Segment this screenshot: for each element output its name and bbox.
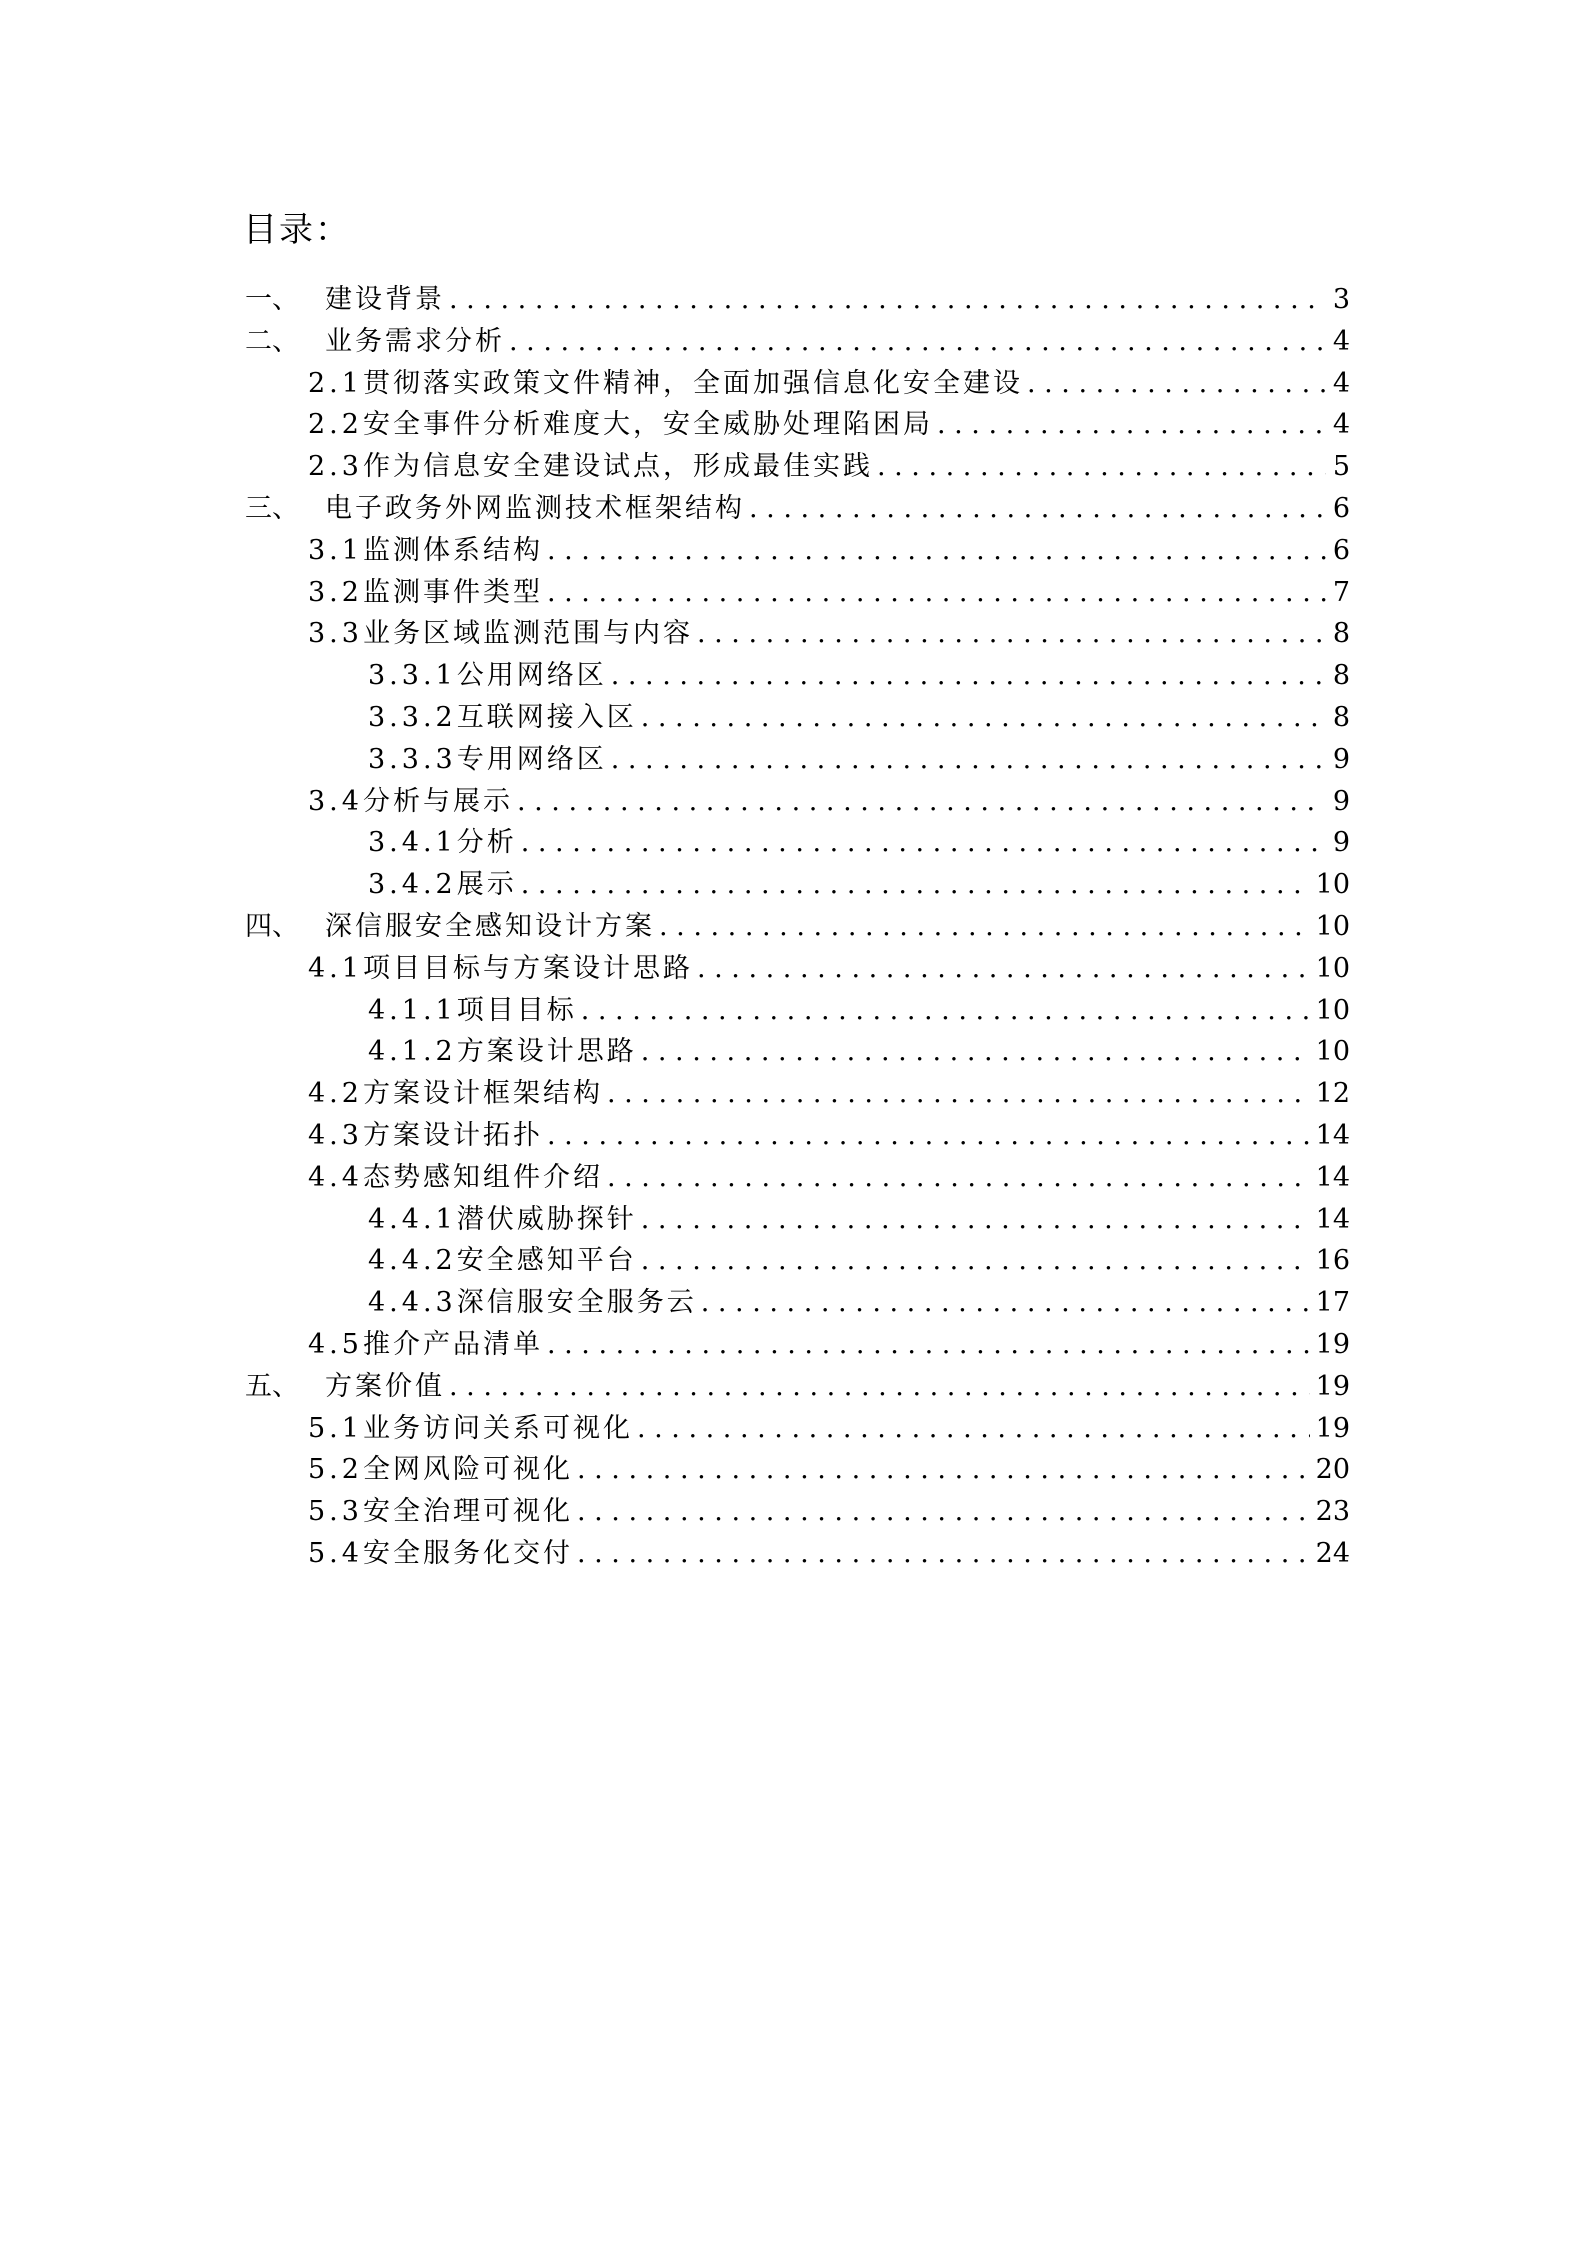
toc-entry-page-number: 20 [1315, 1454, 1350, 1486]
toc-entry[interactable] [245, 321, 1350, 363]
toc-entry-number: 五、 [245, 1370, 299, 1402]
toc-entry-number: 2.3 [308, 451, 363, 483]
toc-entry-page-number: 24 [1315, 1537, 1350, 1569]
toc-dot-leader [637, 1408, 1310, 1450]
toc-entry-number: 4.1.1 [368, 994, 457, 1026]
toc-entry-label: 深信服安全感知设计方案 [325, 910, 655, 942]
toc-entry-label: 专用网络区 [456, 743, 607, 775]
toc-entry[interactable] [245, 1115, 1350, 1157]
toc-entry-number: 4.4.1 [368, 1203, 457, 1235]
toc-entry-number: 3.4.1 [368, 827, 457, 859]
toc-entry-label: 建设背景 [325, 284, 445, 315]
toc-entry-label: 推介产品清单 [362, 1328, 543, 1360]
toc-entry-label: 公用网络区 [456, 660, 607, 692]
toc-dot-leader [449, 1366, 1310, 1408]
toc-dot-leader [749, 488, 1326, 530]
toc-entry[interactable] [245, 446, 1350, 488]
toc-entry[interactable] [245, 864, 1350, 906]
toc-entry[interactable] [245, 1199, 1350, 1241]
toc-entry-number: 5.4 [308, 1537, 363, 1569]
toc-dot-leader [577, 1533, 1310, 1575]
toc-entry-number: 3.3.1 [368, 660, 457, 692]
toc-entry-number: 5.3 [308, 1496, 363, 1528]
toc-entry-page-number: 19 [1315, 1412, 1350, 1444]
toc-entry-number: 二、 [245, 325, 299, 357]
toc-entry-page-number: 19 [1315, 1370, 1350, 1402]
toc-entry-label: 方案设计框架结构 [362, 1078, 603, 1110]
toc-entry-number: 3.4 [308, 785, 363, 817]
toc-entry[interactable] [245, 488, 1350, 530]
toc-dot-leader [581, 990, 1310, 1032]
toc-entry-number: 3.3 [308, 618, 363, 650]
toc-entry-page-number: 4 [1332, 367, 1350, 399]
toc-entry[interactable] [245, 404, 1350, 446]
toc-entry-label: 分析与展示 [362, 785, 513, 817]
toc-entry-number: 3.1 [308, 534, 363, 566]
toc-entry[interactable] [245, 822, 1350, 864]
toc-entry-page-number: 10 [1315, 869, 1350, 901]
toc-entry-label: 监测事件类型 [362, 576, 543, 608]
toc-entry-label: 安全事件分析难度大，安全威胁处理陷困局 [362, 409, 933, 441]
toc-dot-leader [611, 739, 1326, 781]
toc-entry[interactable] [245, 1031, 1350, 1073]
toc-entry-number: 4.2 [308, 1078, 363, 1110]
toc-entry-label: 安全服务化交付 [362, 1537, 573, 1569]
toc-entry-label: 互联网接入区 [456, 701, 637, 733]
toc-entry-label: 潜伏威胁探针 [456, 1203, 637, 1235]
toc-dot-leader [577, 1491, 1310, 1533]
toc-dot-leader [517, 781, 1326, 823]
toc-entry-page-number: 5 [1332, 451, 1350, 483]
toc-entry-page-number: 4 [1332, 325, 1350, 357]
toc-entry[interactable] [245, 1533, 1350, 1575]
toc-entry-label: 深信服安全服务云 [456, 1287, 697, 1319]
toc-entry-number: 4.4 [308, 1161, 363, 1193]
toc-entry[interactable] [245, 1324, 1350, 1366]
toc-entry[interactable] [245, 1073, 1350, 1115]
toc-entry-page-number: 3 [1332, 284, 1350, 315]
toc-entry-page-number: 6 [1332, 534, 1350, 566]
toc-entry-page-number: 16 [1315, 1245, 1350, 1277]
toc-entry-page-number: 10 [1315, 1036, 1350, 1068]
toc-entry[interactable] [245, 1157, 1350, 1199]
toc-entry-number: 3.3.3 [368, 743, 457, 775]
toc-entry-page-number: 9 [1332, 827, 1350, 859]
toc-entry-number: 5.2 [308, 1454, 363, 1486]
toc-dot-leader [521, 822, 1326, 864]
toc-entry[interactable] [245, 572, 1350, 614]
toc-entry-number: 5.1 [308, 1412, 363, 1444]
toc-dot-leader [547, 530, 1326, 572]
toc-entry-label: 方案设计拓扑 [362, 1119, 543, 1151]
toc-entry-number: 3.4.2 [368, 869, 457, 901]
toc-entry-page-number: 10 [1315, 910, 1350, 942]
toc-entry-number: 一、 [245, 284, 299, 315]
toc-entry-label: 分析 [456, 827, 517, 859]
toc-entry-label: 方案价值 [325, 1370, 445, 1402]
toc-entry[interactable] [245, 1491, 1350, 1533]
toc-entry-label: 全网风险可视化 [362, 1454, 573, 1486]
toc-dot-leader [449, 279, 1326, 321]
toc-dot-leader [641, 1031, 1310, 1073]
toc-entry-page-number: 8 [1332, 660, 1350, 692]
toc-entry-label: 方案设计思路 [456, 1036, 637, 1068]
toc-dot-leader [701, 1282, 1310, 1324]
toc-entry-number: 四、 [245, 910, 299, 942]
toc-entry-label: 态势感知组件介绍 [362, 1161, 603, 1193]
toc-entry-label: 安全治理可视化 [362, 1496, 573, 1528]
toc-entry-page-number: 14 [1315, 1161, 1350, 1193]
toc-entry-page-number: 9 [1332, 743, 1350, 775]
toc-entry[interactable] [245, 1449, 1350, 1491]
toc-entry-number: 2.1 [308, 367, 363, 399]
toc-dot-leader [607, 1073, 1310, 1115]
toc-entry-label: 项目目标与方案设计思路 [362, 952, 693, 984]
toc-entry-number: 3.2 [308, 576, 363, 608]
toc-entry-number: 4.4.2 [368, 1245, 457, 1277]
toc-entry[interactable] [245, 655, 1350, 697]
toc-dot-leader [509, 321, 1326, 363]
toc-entry-page-number: 6 [1332, 492, 1350, 524]
toc-entry-label: 业务访问关系可视化 [362, 1412, 633, 1444]
toc-entry-number: 2.2 [308, 409, 363, 441]
toc-entry-number: 3.3.2 [368, 701, 457, 733]
toc-entry-page-number: 8 [1332, 618, 1350, 650]
toc-entry-label: 作为信息安全建设试点，形成最佳实践 [362, 451, 873, 483]
toc-entry-number: 4.1.2 [368, 1036, 457, 1068]
toc-dot-leader [1027, 363, 1326, 405]
toc-dot-leader [937, 404, 1326, 446]
toc-entry-page-number: 23 [1315, 1496, 1350, 1528]
toc-entry[interactable] [245, 1366, 1350, 1408]
toc-entry-label: 展示 [456, 869, 517, 901]
toc-entry[interactable] [245, 1240, 1350, 1282]
toc-entry-label: 贯彻落实政策文件精神，全面加强信息化安全建设 [362, 367, 1023, 399]
toc-dot-leader [641, 697, 1326, 739]
toc-entry-number: 4.4.3 [368, 1287, 457, 1319]
toc-entry[interactable] [245, 613, 1350, 655]
toc-entry-number: 4.3 [308, 1119, 363, 1151]
toc-dot-leader [659, 906, 1310, 948]
toc-entry-page-number: 10 [1315, 952, 1350, 984]
toc-dot-leader [697, 948, 1310, 990]
toc-entry-page-number: 4 [1332, 409, 1350, 441]
table-of-contents [245, 279, 1350, 1575]
toc-entry-number: 4.5 [308, 1328, 363, 1360]
toc-entry-number: 三、 [245, 492, 299, 524]
toc-entry-number: 4.1 [308, 952, 363, 984]
toc-entry[interactable] [245, 906, 1350, 948]
toc-entry[interactable] [245, 363, 1350, 405]
toc-dot-leader [521, 864, 1310, 906]
toc-dot-leader [697, 613, 1326, 655]
toc-title: 目录： [243, 210, 351, 250]
toc-entry-page-number: 7 [1332, 576, 1350, 608]
toc-entry-page-number: 8 [1332, 701, 1350, 733]
toc-entry[interactable] [245, 1408, 1350, 1450]
toc-entry-label: 监测体系结构 [362, 534, 543, 566]
toc-entry-page-number: 9 [1332, 785, 1350, 817]
toc-entry-label: 业务需求分析 [325, 325, 505, 357]
toc-entry-label: 电子政务外网监测技术框架结构 [325, 492, 745, 524]
toc-entry[interactable] [245, 739, 1350, 781]
toc-entry-label: 业务区域监测范围与内容 [362, 618, 693, 650]
toc-dot-leader [547, 1324, 1310, 1366]
toc-entry[interactable] [245, 781, 1350, 823]
toc-entry-page-number: 17 [1315, 1287, 1350, 1319]
toc-dot-leader [547, 572, 1326, 614]
toc-dot-leader [877, 446, 1326, 488]
toc-dot-leader [611, 655, 1326, 697]
toc-entry[interactable] [245, 1282, 1350, 1324]
toc-dot-leader [641, 1199, 1310, 1241]
toc-entry-page-number: 12 [1315, 1078, 1350, 1110]
toc-entry-page-number: 10 [1315, 994, 1350, 1026]
toc-entry[interactable] [245, 530, 1350, 572]
toc-dot-leader [547, 1115, 1310, 1157]
toc-entry-label: 安全感知平台 [456, 1245, 637, 1277]
toc-entry[interactable] [245, 948, 1350, 990]
toc-entry-page-number: 19 [1315, 1328, 1350, 1360]
toc-entry-label: 项目目标 [456, 994, 577, 1026]
toc-entry[interactable] [245, 990, 1350, 1032]
toc-entry-page-number: 14 [1315, 1203, 1350, 1235]
toc-entry[interactable] [245, 279, 1350, 321]
toc-entry-page-number: 14 [1315, 1119, 1350, 1151]
toc-dot-leader [577, 1449, 1310, 1491]
toc-entry[interactable] [245, 697, 1350, 739]
toc-dot-leader [607, 1157, 1310, 1199]
toc-dot-leader [641, 1240, 1310, 1282]
